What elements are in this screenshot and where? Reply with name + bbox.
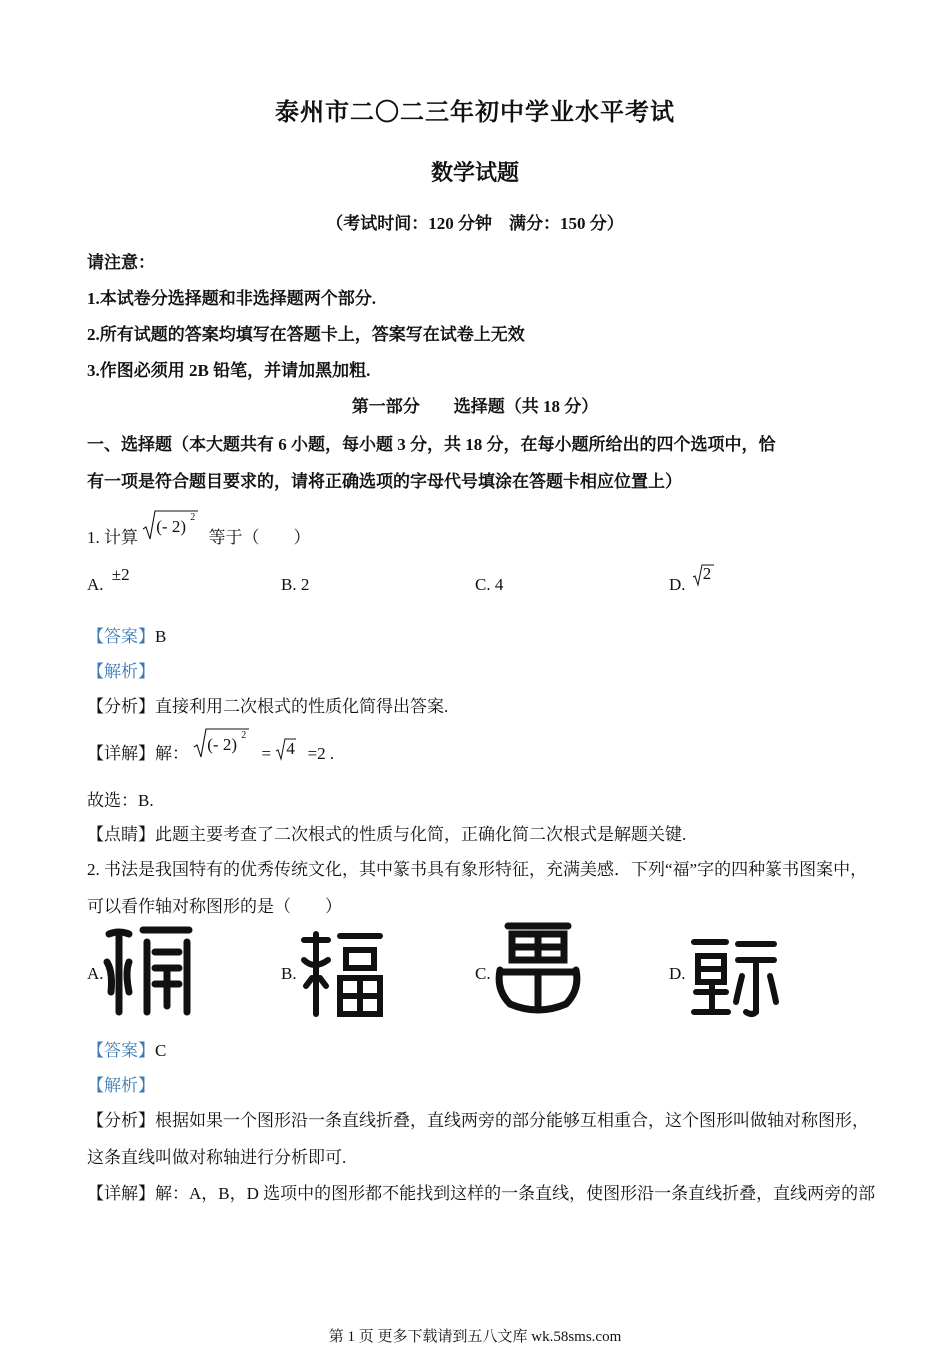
q1-analysis xyxy=(87,692,448,717)
q1-radical-expression xyxy=(142,512,200,545)
section-instructions-line2: 有一项是符合题目要求的，请将正确选项的字母代号填涂在答题卡相应位置上） xyxy=(87,472,682,491)
q1-option-d[interactable] xyxy=(669,564,714,595)
notice-item-3: 3.作图必须用 2B 铅笔，并请加黑加粗. xyxy=(87,361,371,380)
q1-option-a[interactable] xyxy=(87,565,130,595)
q1-radicand: (- 2) xyxy=(156,517,186,536)
q1-detail-radical xyxy=(193,730,251,761)
q1-detail-prefix: 解： xyxy=(155,744,189,763)
part-one-heading: 第一部分 选择题（共 18 分） xyxy=(351,397,599,416)
exam-title: 泰州市二〇二三年初中学业水平考试 xyxy=(275,100,675,126)
q1-detail-radicand: (- 2) xyxy=(207,735,237,754)
q2-answer xyxy=(87,1036,166,1061)
q1-option-b[interactable] xyxy=(281,575,309,595)
q2-option-d-label[interactable]: D. xyxy=(669,964,686,983)
q2-option-a-label[interactable]: A. xyxy=(87,964,104,983)
q1-conclusion: 故选：B. xyxy=(87,791,154,810)
q2-answer-value: C xyxy=(155,1041,167,1060)
answer-tag: 【答案】 xyxy=(87,627,155,646)
q1-option-d-radical xyxy=(690,564,714,593)
q1-option-a-value: ±2 xyxy=(111,565,130,584)
q1-option-d-value: 2 xyxy=(702,564,712,583)
page-footer: 第 1 页 更多下载请到五八文库 wk.58sms.com xyxy=(328,1329,622,1345)
q1-option-d-label: D. xyxy=(669,575,686,594)
q1-comment-text: 此题主要考查了二次根式的性质与化简，正确化简二次根式是解题关键. xyxy=(155,825,687,844)
q1-answer xyxy=(87,622,166,647)
detail-label: 【详解】 xyxy=(87,744,155,763)
seal-fu-c-icon xyxy=(490,920,586,1018)
q2-analysis-text: 根据如果一个图形沿一条直线折叠，直线两旁的部分能够互相重合，这个图形叫做轴对称图形， xyxy=(155,1111,869,1130)
comment-label: 【点睛】 xyxy=(87,825,155,844)
exam-info: （考试时间：120 分钟 满分：150 分） xyxy=(326,214,624,233)
q2-analysis-tag: 【解析】 xyxy=(87,1076,155,1095)
q1-prefix: 1. 计算 xyxy=(87,528,138,547)
q1-stem xyxy=(87,512,311,548)
q1-option-c-label: C. 4 xyxy=(475,575,504,594)
q1-option-b-label: B. 2 xyxy=(281,575,310,594)
seal-fu-b-icon xyxy=(300,930,384,1018)
section-instructions-line1: 一、选择题（本大题共有 6 小题，每小题 3 分，共 18 分，在每小题所给出的四个选项中，恰 xyxy=(87,435,776,454)
subject-title: 数学试题 xyxy=(430,160,519,185)
q1-option-c[interactable] xyxy=(475,575,503,595)
q2-stem-line2: 可以看作轴对称图形的是（ ） xyxy=(87,897,342,916)
q1-comment xyxy=(87,820,686,845)
q1-exponent: 2 xyxy=(190,512,196,523)
q2-detail-text: 解：A，B，D 选项中的图形都不能找到这样的一条直线，使图形沿一条直线折叠，直线两旁的部 xyxy=(155,1184,876,1203)
q1-detail-root xyxy=(275,739,297,761)
q1-detail-end: . xyxy=(329,744,334,763)
q1-option-a-label: A. xyxy=(87,575,104,594)
q2-detail xyxy=(87,1179,875,1204)
q2-option-b-label[interactable]: B. xyxy=(281,964,297,983)
answer-tag: 【答案】 xyxy=(87,1041,155,1060)
analysis-label: 【分析】 xyxy=(87,1111,155,1130)
detail-label: 【详解】 xyxy=(87,1184,155,1203)
q1-detail-eq1: = xyxy=(261,744,272,763)
q2-analysis-line1 xyxy=(87,1106,869,1131)
q2-stem-line1: 2. 书法是我国特有的优秀传统文化，其中篆书具有象形特征，充满美感．下列“福”字的四种篆书图案中， xyxy=(87,860,868,879)
q1-answer-value: B xyxy=(155,627,167,646)
q1-detail-eq2: =2 xyxy=(307,744,326,763)
q1-detail-root-value: 4 xyxy=(286,739,295,758)
q1-analysis-tag: 【解析】 xyxy=(87,662,155,681)
q1-analysis-text: 直接利用二次根式的性质化简得出答案. xyxy=(155,697,449,716)
q2-option-c-label[interactable]: C. xyxy=(475,964,491,983)
q1-detail xyxy=(87,730,334,764)
q1-detail-exponent: 2 xyxy=(241,730,247,741)
notice-item-2: 2.所有试题的答案均填写在答题卡上，答案写在试卷上无效 xyxy=(87,325,525,344)
seal-fu-a-icon xyxy=(103,922,195,1018)
notice-item-1: 1.本试卷分选择题和非选择题两个部分. xyxy=(87,289,376,308)
analysis-label: 【分析】 xyxy=(87,697,155,716)
notice-heading: 请注意： xyxy=(87,253,155,272)
q1-suffix: 等于（ ） xyxy=(208,528,311,547)
q2-analysis-line2: 这条直线叫做对称轴进行分析即可. xyxy=(87,1148,347,1167)
seal-fu-d-icon xyxy=(688,936,780,1018)
